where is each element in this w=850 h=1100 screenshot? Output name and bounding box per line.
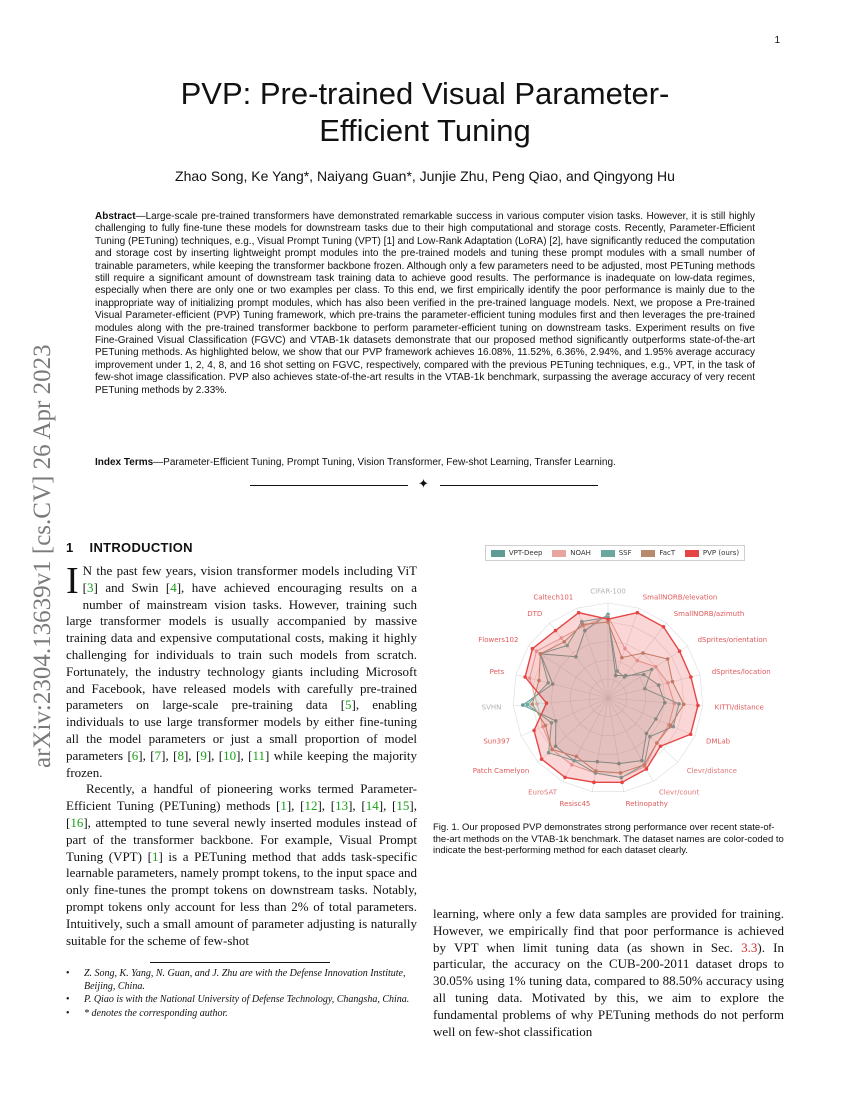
intro-text: ], [: [206, 747, 224, 763]
radar-data-point: [636, 611, 640, 615]
citation-link[interactable]: 8: [177, 747, 184, 763]
author-list: Zhao Song, Ke Yang*, Naiyang Guan*, Junjie Zhu, Peng Qiao, and Qingyong Hu: [175, 168, 675, 184]
title-line-2: Efficient Tuning: [319, 113, 531, 148]
divider-line-left: [250, 485, 408, 486]
intro-text: ], enabling individuals to use large transformer models by either fine-tuning all the model parameters or just a small proportion of model parameters [: [66, 697, 418, 763]
legend-label: SSF: [618, 549, 632, 557]
intro-text: ], [: [286, 798, 305, 814]
section-divider: [250, 477, 600, 493]
arxiv-identifier-stamp: [20, 290, 60, 770]
footnote-affiliation-2: • P. Qiao is with the National University of Defense Technology, Changsha, China.: [66, 994, 417, 1007]
legend-label: NOAH: [570, 549, 591, 557]
paper-title: [100, 75, 750, 149]
legend-swatch: [491, 550, 505, 557]
citation-link[interactable]: 11: [252, 747, 266, 763]
radar-data-point: [592, 781, 596, 785]
radar-data-point: [689, 732, 693, 736]
radar-axis-label: DMLab: [705, 737, 731, 746]
body-text: ). In particular, the accuracy on the CUB-200-2011 dataset drops to 30.05% using 1% tuning data, compared to 88.50% accuracy using all tuning data. Motivated by this, we aim to explore the fundamental problems of why PETuning methods do not perform well on few-shot classification: [433, 939, 784, 1039]
radar-data-point: [659, 744, 663, 748]
drop-cap: I: [66, 560, 79, 602]
radar-axis-label: SVHN: [481, 703, 502, 712]
radar-axis-label: SmallNORB/azimuth: [673, 610, 745, 619]
radar-chart-svg: [433, 540, 784, 820]
legend-label: FacT: [659, 549, 676, 557]
radar-axis-label: Pets: [489, 668, 505, 677]
citation-link[interactable]: 7: [154, 747, 162, 763]
intro-text: ], [: [236, 747, 253, 763]
radar-data-point: [521, 703, 525, 707]
radar-axis-label: DTD: [527, 610, 543, 619]
radar-axis-label: Clevr/distance: [686, 766, 737, 775]
abstract-label: Abstract: [95, 211, 136, 222]
intro-paragraph-1: [66, 560, 418, 781]
intro-text: ], [: [138, 747, 155, 763]
intro-text: ] while keeping the majority frozen.: [66, 747, 418, 780]
divider-line-right: [440, 485, 598, 486]
radar-axis-label: CIFAR-100: [590, 587, 626, 596]
radar-data-point: [577, 611, 581, 615]
intro-text: N the past few years, vision transformer models including ViT [: [82, 563, 417, 595]
radar-data-point: [662, 625, 666, 629]
intro-text: ], [: [161, 747, 178, 763]
legend-item: [685, 549, 739, 557]
legend-swatch: [685, 550, 699, 557]
figure-caption: Fig. 1. Our proposed PVP demonstrates strong performance over recent state-of-the-art methods on the VTAB-1k benchmark. The dataset names are color-coded to indicate the best-performing method for each dataset clearly.: [433, 822, 784, 857]
radar-data-point: [531, 647, 535, 651]
index-terms-text: —Parameter-Efficient Tuning, Prompt Tuning, Vision Transformer, Few-shot Learning, Transfer Learning.: [153, 457, 616, 468]
intro-text: ], [: [348, 798, 366, 814]
citation-link[interactable]: 9: [200, 747, 207, 763]
radar-data-point: [620, 781, 624, 785]
intro-text: ], attempted to tune several newly inserted modules instead of part of the transformer backbone. For example, Visual Prompt Tuning (VPT) [: [66, 814, 417, 864]
radar-axis-label: dSprites/orientation: [697, 635, 768, 644]
citation-link[interactable]: 4: [170, 579, 177, 595]
legend-swatch: [552, 550, 566, 557]
legend-item: [641, 549, 675, 557]
radar-data-point: [696, 704, 700, 708]
legend-item: [491, 549, 543, 557]
radar-axis-label: Resisc45: [559, 800, 591, 809]
chart-legend: [485, 545, 745, 561]
radar-data-point: [645, 767, 649, 771]
introduction-right-column: [433, 906, 784, 1040]
radar-axis-label: SmallNORB/elevation: [642, 593, 718, 602]
citation-link[interactable]: 12: [304, 798, 318, 814]
legend-item: [601, 549, 632, 557]
intro-text: ], [: [378, 798, 397, 814]
footnote-corresponding-author: • * denotes the corresponding author.: [66, 1008, 417, 1021]
citation-link[interactable]: 16: [70, 814, 84, 830]
intro-text: ] is a PETuning method that adds task-specific learnable parameters, namely prompt tokens, to the input space and only fine-tunes the prompt tokens on downstream tasks. Notably, prompt tokens only account for less than 2% of total parameters. Intuitively, such a small amount of parameter adjusting is naturally suitable for the scheme of few-shot: [66, 848, 417, 948]
footnotes: [66, 968, 417, 1021]
footnote-affiliation-1: • Z. Song, K. Yang, N. Guan, and J. Zhu are with the Defense Innovation Institute, Beijing, China.: [66, 968, 417, 993]
citation-link[interactable]: 10: [223, 747, 237, 763]
citation-link[interactable]: 5: [345, 697, 352, 713]
intro-text: ] and Swin [: [93, 579, 171, 595]
abstract-text: —Large-scale pre-trained transformers have demonstrated remarkable success in various computer vision tasks. However, it is still highly challenging to fully fine-tune these models for downstream tasks due to their high computational and storage costs. Recently, Parameter-Efficient Tuning (PETuning) techniques, e.g., Visual Prompt Tuning (VPT) [1] and Low-Rank Adaptation (LoRA) [2], have significantly reduced the computation and storage cost by inserting lightweight prompt modules into the pre-trained models and tuning these prompt modules with a small number of trainable parameters, while keeping the transformer backbone frozen. Although only a few parameters need to be adjusted, most PETuning methods still require a significant amount of downstream task training data to achieve good results. The performance is inadequate on low-data regimes, especially when there are only one or two examples per class. To this end, we first empirically identify the poor performance is mainly due to the inappropriate way of initializing prompt modules, which has also been verified in the pre-trained language models. Next, we propose a Pre-trained Visual Parameter-efficient (PVP) Tuning framework, which pre-trains the parameter-efficient tuning modules first and then leverages the pre-trained modules along with the pre-trained transformer backbone to perform parameter-efficient tuning on downstream tasks. Experiment results on five Fine-Grained Visual Classification (FGVC) and VTAB-1k datasets demonstrate that our proposed method significantly outperforms state-of-the-art PETuning methods. As highlighted below, we show that our PVP framework achieves 16.08%, 11.52%, 6.36%, 2.94%, and 1.95% average accuracy improvement under 1, 2, 4, 8, and 16 shot setting on FGVC, respectively, compared with the previous PETuning techniques, e.g., VPT, in the task of few-shot image classification. PVP also achieves state-of-the-art results in the VTAB-1k benchmark, surpassing the average accuracy of very recent PETuning methods by 2.33%.: [95, 211, 755, 396]
footnote-rule: [150, 962, 330, 963]
citation-link[interactable]: 14: [365, 798, 379, 814]
intro-paragraph-2: [66, 781, 417, 949]
divider-diamond-icon: ✦: [418, 477, 429, 492]
radar-data-point: [523, 675, 527, 679]
citation-link[interactable]: 3: [87, 579, 94, 595]
section-title: INTRODUCTION: [89, 540, 193, 555]
body-text: learning, where only a few data samples are provided for training. However, we empirically find that poor performance is achieved by VPT when limit tuning data (as shown in Sec.: [433, 906, 784, 955]
radar-data-point: [545, 701, 549, 705]
intro-text: Recently, a handful of pioneering works termed Parameter-Efficient Tuning (PETuning) methods [: [66, 781, 417, 814]
intro-text: ], [: [317, 798, 336, 814]
citation-link[interactable]: 1: [151, 848, 159, 864]
page-number: 1: [774, 35, 780, 46]
radar-data-point: [532, 729, 536, 733]
radar-data-point: [678, 649, 682, 653]
legend-label: PVP (ours): [702, 549, 740, 557]
introduction-left-column: [66, 560, 418, 949]
radar-axis-label: dSprites/location: [711, 668, 771, 677]
radar-data-point: [554, 629, 558, 633]
radar-data-point: [530, 702, 534, 706]
radar-axis-label: Retinopathy: [625, 800, 668, 809]
radar-axis-label: KITTI/distance: [714, 703, 764, 712]
index-terms: [95, 457, 755, 468]
legend-item: [552, 549, 591, 557]
radar-axis-label: EuroSAT: [528, 788, 558, 797]
intro-text: ], [: [183, 747, 201, 763]
radar-data-point: [606, 617, 610, 621]
radar-data-point: [540, 757, 544, 761]
figure-1-radar-chart: [433, 540, 784, 820]
arxiv-stamp-text: arXiv:2304.13639v1 [cs.CV] 26 Apr 2023: [29, 344, 56, 768]
citation-link[interactable]: 1: [280, 798, 287, 814]
radar-data-point: [563, 776, 567, 780]
section-number: 1: [66, 540, 74, 555]
section-reference-link[interactable]: 3.3: [741, 939, 758, 955]
radar-data-point: [526, 703, 530, 707]
legend-swatch: [601, 550, 615, 557]
intro-text: ], [: [66, 798, 417, 830]
legend-label: VPT-Deep: [508, 549, 543, 557]
title-line-1: PVP: Pre-trained Visual Parameter-: [180, 76, 670, 111]
citation-link[interactable]: 6: [131, 747, 139, 763]
legend-swatch: [641, 550, 655, 557]
section-heading: [66, 540, 193, 555]
radar-data-point: [689, 675, 693, 679]
abstract: [95, 211, 755, 397]
citation-link[interactable]: 13: [335, 798, 349, 814]
radar-axis-label: Patch Camelyon: [472, 766, 530, 775]
radar-axis-label: Flowers102: [478, 635, 519, 644]
citation-link[interactable]: 15: [396, 798, 410, 814]
radar-axis-label: Caltech101: [533, 593, 574, 602]
index-terms-label: Index Terms: [95, 457, 154, 468]
radar-axis-label: Sun397: [483, 737, 511, 746]
radar-axis-label: Clevr/count: [658, 788, 700, 797]
intro-text: ], have achieved encouraging results on a number of mainstream vision tasks. However, training such large transformer models is usually accompanied by massive training data and expensive computational costs, making it highly challenging for individuals to train such models from scratch. Fortunately, the industry technology giants including Microsoft and Facebook, have released models with carefully pre-trained parameters on large-scale pre-training data [: [66, 579, 417, 713]
